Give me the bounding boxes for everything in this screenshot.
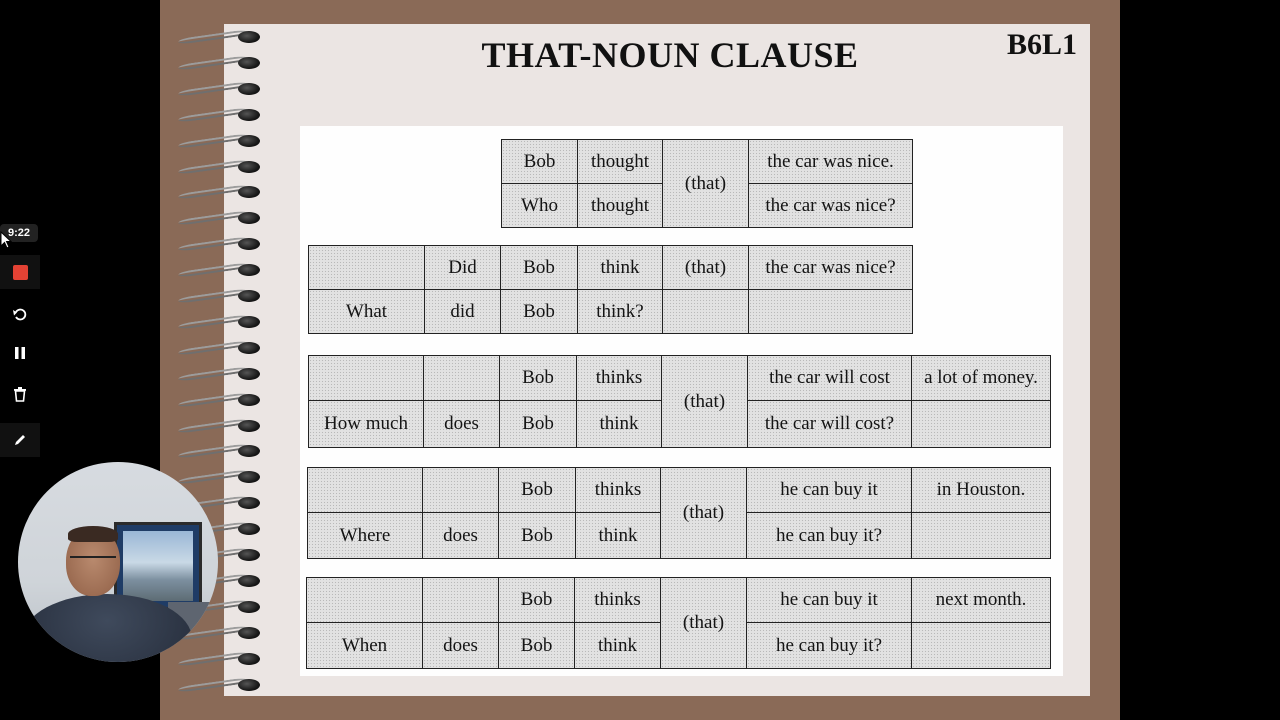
table-cell bbox=[306, 577, 423, 623]
table-cell: the car was nice? bbox=[748, 183, 913, 228]
table-cell bbox=[423, 355, 500, 401]
table-cell: does bbox=[423, 400, 500, 448]
table-cell: (that) bbox=[662, 139, 749, 228]
table-cell: (that) bbox=[661, 355, 748, 448]
table-cell: (that) bbox=[660, 467, 747, 559]
table-cell: Bob bbox=[501, 139, 578, 184]
table-cell: does bbox=[422, 622, 499, 669]
undo-icon bbox=[12, 306, 28, 322]
table-cell: thought bbox=[577, 139, 663, 184]
table-cell: he can buy it bbox=[746, 577, 912, 623]
pause-icon bbox=[13, 346, 27, 360]
table-cell: Bob bbox=[499, 355, 577, 401]
table-cell: Where bbox=[307, 512, 423, 559]
table-cell: think bbox=[575, 512, 661, 559]
table-cell: the car will cost bbox=[747, 355, 912, 401]
table-cell bbox=[422, 577, 499, 623]
spiral-ring bbox=[172, 678, 264, 692]
table-cell: Bob bbox=[498, 622, 575, 669]
table-cell: What bbox=[308, 289, 425, 334]
table-cell bbox=[307, 467, 423, 513]
spiral-ring bbox=[172, 367, 264, 381]
table-cell: he can buy it? bbox=[746, 512, 912, 559]
spiral-ring bbox=[172, 237, 264, 251]
table-cell bbox=[308, 355, 424, 401]
grammar-table-sheet bbox=[300, 126, 1063, 676]
table-cell: Bob bbox=[498, 467, 576, 513]
table-cell: did bbox=[424, 289, 501, 334]
spiral-ring bbox=[172, 56, 264, 70]
webcam-overlay[interactable] bbox=[18, 462, 218, 662]
spiral-ring bbox=[172, 419, 264, 433]
spiral-ring bbox=[172, 134, 264, 148]
pause-button[interactable] bbox=[0, 336, 40, 370]
pen-icon bbox=[13, 433, 27, 447]
table-cell bbox=[911, 512, 1051, 559]
spiral-ring bbox=[172, 263, 264, 277]
spiral-ring bbox=[172, 470, 264, 484]
table-cell: thinks bbox=[575, 467, 661, 513]
table-cell: next month. bbox=[911, 577, 1051, 623]
delete-button[interactable] bbox=[0, 377, 40, 411]
stop-recording-button[interactable] bbox=[0, 255, 40, 289]
spiral-ring bbox=[172, 82, 264, 96]
table-cell: When bbox=[306, 622, 423, 669]
recording-timer: 9:22 bbox=[0, 224, 38, 242]
annotate-button[interactable] bbox=[0, 423, 40, 457]
spiral-ring bbox=[172, 289, 264, 303]
table-cell: does bbox=[422, 512, 499, 559]
trash-icon bbox=[13, 386, 27, 402]
table-cell: he can buy it? bbox=[746, 622, 912, 669]
table-cell: How much bbox=[308, 400, 424, 448]
presenter-glasses bbox=[70, 556, 116, 566]
spiral-ring bbox=[172, 341, 264, 355]
spiral-ring bbox=[172, 160, 264, 174]
table-cell bbox=[422, 467, 499, 513]
table-cell: Bob bbox=[498, 577, 575, 623]
slide-title: THAT-NOUN CLAUSE bbox=[481, 35, 859, 75]
table-cell: Who bbox=[501, 183, 578, 228]
table-cell: he can buy it bbox=[746, 467, 912, 513]
lesson-code: B6L1 bbox=[1006, 28, 1078, 61]
table-cell: the car will cost? bbox=[747, 400, 912, 448]
table-cell: thought bbox=[577, 183, 663, 228]
undo-button[interactable] bbox=[0, 297, 40, 331]
table-cell: the car was nice. bbox=[748, 139, 913, 184]
spiral-ring bbox=[172, 185, 264, 199]
table-cell: Bob bbox=[498, 512, 576, 559]
table-cell bbox=[662, 289, 749, 334]
spiral-ring bbox=[172, 315, 264, 329]
stop-icon bbox=[13, 265, 28, 280]
table-cell: think bbox=[576, 400, 662, 448]
table-cell bbox=[911, 400, 1051, 448]
table-cell: (that) bbox=[660, 577, 747, 669]
table-cell bbox=[911, 622, 1051, 669]
table-cell: think bbox=[574, 622, 661, 669]
table-cell: thinks bbox=[574, 577, 661, 623]
table-cell: Bob bbox=[499, 400, 577, 448]
table-cell: Bob bbox=[500, 289, 578, 334]
spiral-ring bbox=[172, 108, 264, 122]
table-cell: (that) bbox=[662, 245, 749, 290]
spiral-ring bbox=[172, 211, 264, 225]
table-cell: Did bbox=[424, 245, 501, 290]
table-cell: Bob bbox=[500, 245, 578, 290]
mouse-cursor-icon bbox=[0, 231, 12, 249]
spiral-ring bbox=[172, 30, 264, 44]
table-cell: think bbox=[577, 245, 663, 290]
table-cell: the car was nice? bbox=[748, 245, 913, 290]
presenter-hair bbox=[68, 526, 118, 542]
table-cell: thinks bbox=[576, 355, 662, 401]
spiral-ring bbox=[172, 444, 264, 458]
table-cell: in Houston. bbox=[911, 467, 1051, 513]
table-cell bbox=[748, 289, 913, 334]
table-cell: a lot of money. bbox=[911, 355, 1051, 401]
table-cell bbox=[308, 245, 425, 290]
table-cell: think? bbox=[577, 289, 663, 334]
spiral-ring bbox=[172, 393, 264, 407]
